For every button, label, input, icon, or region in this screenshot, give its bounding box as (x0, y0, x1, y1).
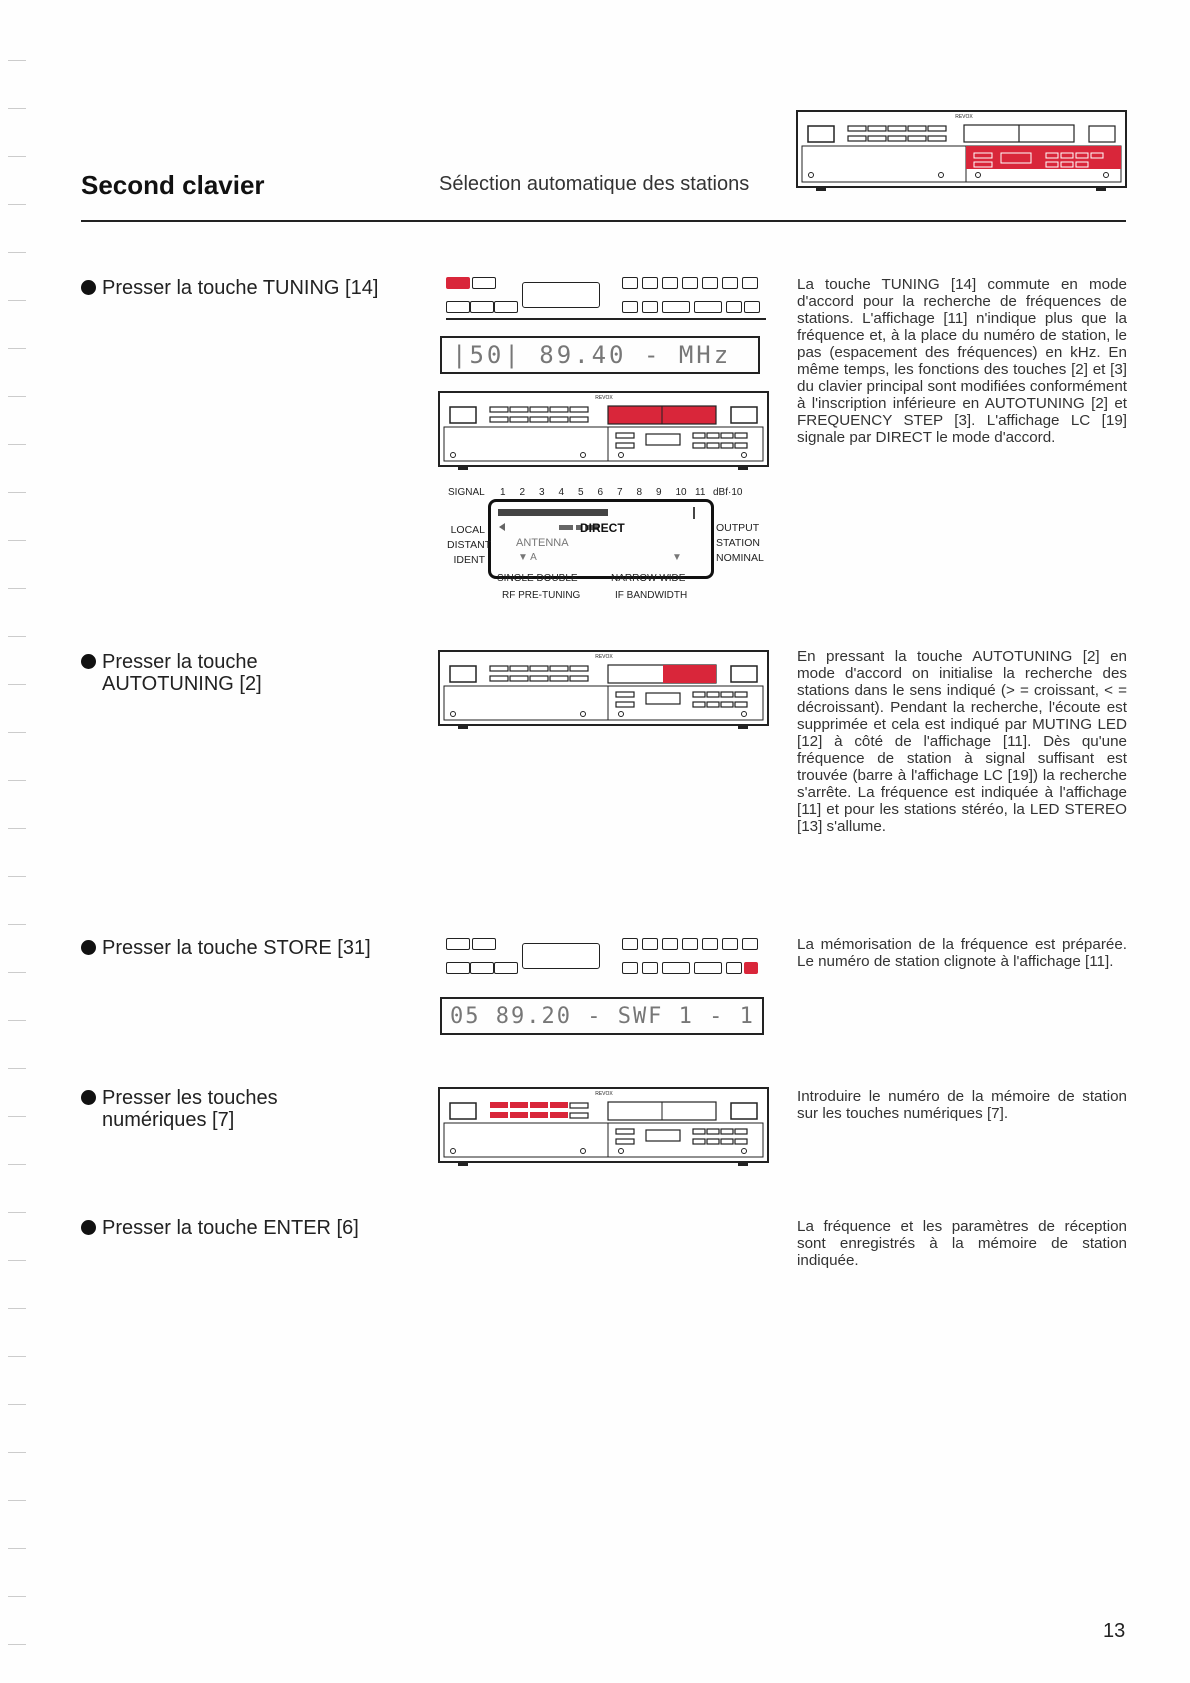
margin-tick (8, 1500, 26, 1501)
key[interactable] (742, 277, 758, 289)
scale-tick-label: 5 (578, 487, 584, 498)
margin-tick (8, 396, 26, 397)
device-illustration-numeric (438, 1086, 770, 1168)
step-label: Presser la touche STORE [31] (102, 937, 371, 959)
frequency-display: |50| 89.40 - MHz (440, 336, 760, 374)
arrow-down-icon: ▼ (672, 552, 682, 563)
key[interactable] (722, 938, 738, 950)
scale-tick-label: 1 (500, 487, 506, 498)
signal-label: SIGNAL (448, 487, 485, 498)
key[interactable] (446, 301, 470, 313)
scale-tick-label: 2 (519, 487, 526, 498)
step-store-description: La mémorisation de la fréquence est préparée. Le numéro de station clignote à l'affichage [11]. (797, 936, 1127, 970)
key[interactable] (642, 277, 658, 289)
step-tuning-description: La touche TUNING [14] commute en mode d'accord pour la recherche de fréquences de stations. L'affichage [11] n'indique plus que la fréquence et, à la place du numéro de station, le pas (espacement des fréquences) en kHz. En même temps, les fonctions des touches [2] et [3] du clavier principal sont modifiées conformément à l'inscription inférieure en AUTOTUNING [2] et FREQUENCY STEP [3]. L'affichage LC [19] signale par DIRECT le mode d'accord. (797, 276, 1127, 446)
device-illustration-autotuning (438, 649, 770, 731)
margin-tick (8, 828, 26, 829)
key[interactable] (642, 301, 658, 313)
key[interactable] (726, 962, 742, 974)
display-window (522, 282, 600, 308)
scale-tick-label: 3 (539, 487, 545, 498)
margin-tick (8, 1212, 26, 1213)
margin-tick (8, 1548, 26, 1549)
key[interactable] (470, 301, 494, 313)
key[interactable] (472, 938, 496, 950)
margin-tick (8, 1356, 26, 1357)
scale-tick-label: 8 (636, 487, 643, 498)
step-label: Presser la touche TUNING [14] (102, 277, 379, 299)
key[interactable] (662, 938, 678, 950)
display-window (522, 943, 600, 969)
antenna-sub: ▼ A (518, 552, 537, 563)
key[interactable] (446, 962, 470, 974)
key[interactable] (622, 938, 638, 950)
margin-tick (8, 1116, 26, 1117)
key[interactable] (682, 277, 698, 289)
if-bandwidth-label: IF BANDWIDTH (615, 590, 688, 601)
local-label: LOCAL (450, 524, 485, 536)
scale-tick-label: 10 (675, 487, 687, 498)
device-logo: REVOX (595, 654, 613, 660)
margin-tick (8, 588, 26, 589)
store-key[interactable] (744, 962, 758, 974)
step-enter-description: La fréquence et les paramètres de réception sont enregistrés à la mémoire de station indiquée. (797, 1218, 1127, 1269)
key[interactable] (702, 938, 718, 950)
key[interactable] (472, 277, 496, 289)
station-label: STATION (716, 537, 760, 549)
margin-tick (8, 732, 26, 733)
device-logo: REVOX (595, 1091, 613, 1097)
antenna-indicator: ANTENNA (516, 537, 569, 549)
margin-tick (8, 924, 26, 925)
tuning-key[interactable] (446, 277, 470, 289)
distant-label: DISTANT (447, 539, 492, 551)
margin-tick (8, 1020, 26, 1021)
page-subtitle: Sélection automatique des stations (439, 173, 750, 195)
key[interactable] (494, 301, 518, 313)
margin-tick (8, 876, 26, 877)
step-label: Presser les touches (102, 1087, 278, 1109)
scale-tick-label: 6 (597, 487, 604, 498)
lcd-indicator-panel (436, 485, 776, 605)
key[interactable] (682, 938, 698, 950)
key[interactable] (662, 277, 678, 289)
key[interactable] (694, 962, 722, 974)
if-mode-labels: NARROW WIDE (611, 573, 686, 584)
device-illustration-tuning (438, 390, 770, 472)
margin-tick (8, 156, 26, 157)
page-title: Second clavier (81, 170, 265, 200)
key[interactable] (622, 301, 638, 313)
margin-tick (8, 60, 26, 61)
step-numeric-description: Introduire le numéro de la mémoire de station sur les touches numériques [7]. (797, 1088, 1127, 1122)
key[interactable] (622, 962, 638, 974)
ident-label: IDENT (453, 554, 485, 566)
margin-tick (8, 540, 26, 541)
signal-unit: dBf·10 (713, 487, 743, 498)
step-label-cont: numériques [7] (102, 1109, 235, 1131)
bullet-icon (81, 940, 96, 955)
scale-tick-label: 11 (695, 487, 706, 498)
margin-tick (8, 1452, 26, 1453)
key[interactable] (470, 962, 494, 974)
step-store (81, 937, 371, 959)
key[interactable] (494, 962, 518, 974)
margin-tick (8, 1164, 26, 1165)
station-display: 05 89.20 - SWF 1 - 1 (440, 997, 764, 1035)
margin-tick (8, 1404, 26, 1405)
margin-tick (8, 348, 26, 349)
step-numeric (81, 1087, 278, 1131)
key[interactable] (702, 277, 718, 289)
margin-tick (8, 684, 26, 685)
key[interactable] (642, 962, 658, 974)
header-device-illustration (796, 109, 1128, 193)
divider (446, 318, 766, 320)
bullet-icon (81, 1220, 96, 1235)
device-logo: REVOX (595, 395, 613, 401)
bullet-icon (81, 654, 96, 669)
key[interactable] (722, 277, 738, 289)
key[interactable] (744, 301, 760, 313)
key[interactable] (742, 938, 758, 950)
output-label: OUTPUT (716, 522, 760, 534)
key[interactable] (622, 277, 638, 289)
rf-mode-labels: SINGLE DOUBLE (497, 573, 578, 584)
scale-tick-label: 4 (558, 487, 565, 498)
step-enter (81, 1217, 359, 1239)
left-labels (447, 523, 492, 568)
step-label: Presser la touche (102, 651, 258, 673)
margin-tick (8, 636, 26, 637)
margin-ticks (8, 0, 28, 1683)
signal-scale (500, 487, 720, 499)
rf-pretuning-label: RF PRE-TUNING (502, 590, 581, 601)
margin-tick (8, 492, 26, 493)
margin-tick (8, 300, 26, 301)
margin-tick (8, 780, 26, 781)
key[interactable] (694, 301, 722, 313)
step-tuning (81, 277, 378, 299)
step-label: Presser la touche ENTER [6] (102, 1217, 359, 1239)
step-label-cont: AUTOTUNING [2] (102, 673, 262, 695)
step-autotuning-description: En pressant la touche AUTOTUNING [2] en mode d'accord on initialise la recherche des stations dans le sens indiqué (> = croissant, < = décroissant). Pendant la recherche, l'écoute est supprimée et cela est indiqué par MUTING LED [12] à côté de l'affichage [11]. Dès qu'une fréquence de station à signal suffisant est trouvée (barre à l'affichage LC [19]) la recherche s'arrête. La fréquence est indiquée à l'affichage [11] et pour les stations stéréo, la LED STEREO [13] s'allume. (797, 648, 1127, 835)
header-rule (81, 220, 1126, 222)
margin-tick (8, 444, 26, 445)
key[interactable] (446, 938, 470, 950)
direct-indicator: DIRECT (580, 521, 625, 535)
scale-tick-label: 7 (617, 487, 623, 498)
keypad-tuning (446, 275, 766, 321)
key[interactable] (726, 301, 742, 313)
margin-tick (8, 204, 26, 205)
key[interactable] (662, 962, 690, 974)
margin-tick (8, 1260, 26, 1261)
margin-tick (8, 972, 26, 973)
margin-tick (8, 1596, 26, 1597)
bullet-icon (81, 1090, 96, 1105)
step-autotuning (81, 651, 262, 695)
page-number: 13 (1103, 1620, 1126, 1642)
margin-tick (8, 1068, 26, 1069)
keypad-store (446, 936, 766, 982)
bullet-icon (81, 280, 96, 295)
key[interactable] (662, 301, 690, 313)
header-device-logo: REVOX (955, 114, 973, 120)
nominal-label: NOMINAL (716, 552, 764, 564)
margin-tick (8, 1308, 26, 1309)
key[interactable] (642, 938, 658, 950)
margin-tick (8, 108, 26, 109)
margin-tick (8, 252, 26, 253)
margin-tick (8, 1644, 26, 1645)
scale-tick-label: 9 (656, 487, 662, 498)
right-labels (716, 521, 764, 566)
